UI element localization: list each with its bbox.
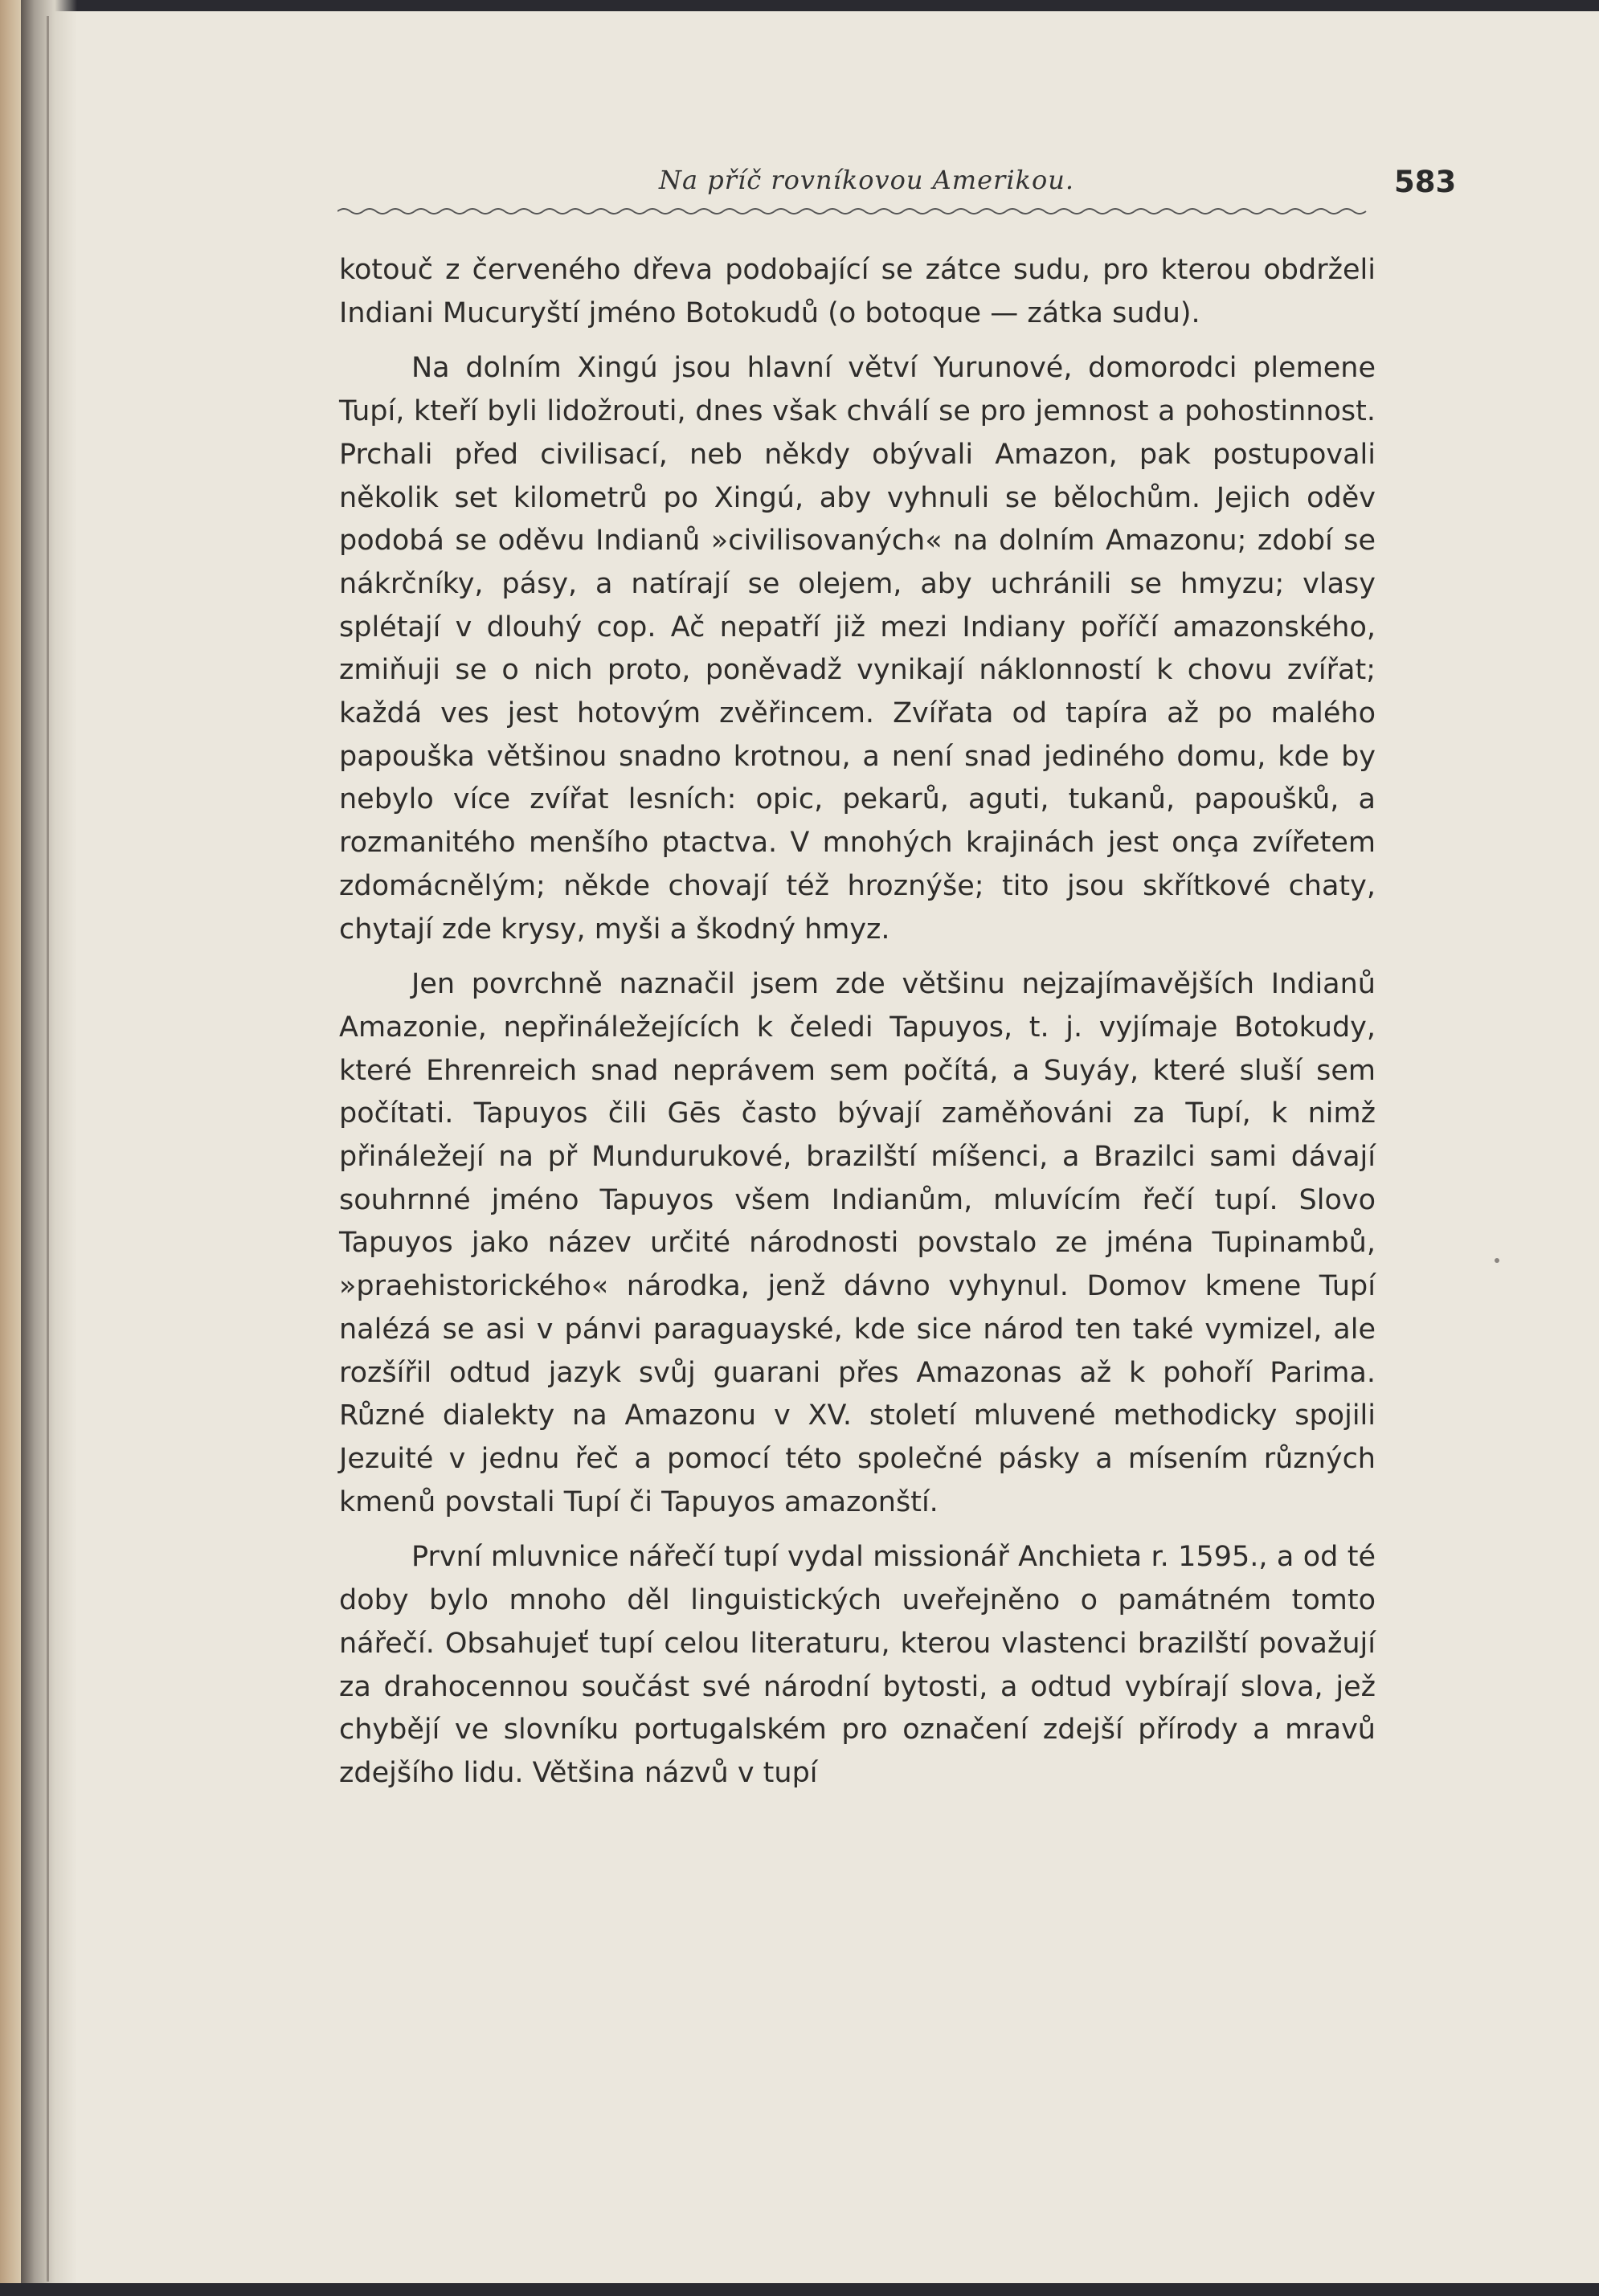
paragraph-1: kotouč z červeného dřeva podobající se zátce sudu, pro kterou obdrželi Indiani Mucuryští jméno Botokudů (o botoque — zátka sudu).: [339, 254, 1376, 329]
running-title: Na příč rovníkovou Amerikou.: [659, 165, 1074, 195]
page-number: 583: [1394, 165, 1457, 199]
page-edge-line: [47, 16, 49, 2282]
body-text: [339, 249, 1376, 1808]
gutter-shadow: [21, 0, 77, 2296]
paper-speck: [1495, 1258, 1499, 1263]
scan-top-edge: [0, 0, 1599, 11]
paragraph-2: Na dolním Xingú jsou hlavní větví Yurunové, domorodci plemene Tupí, kteří byli lidožrouti, dnes však chválí se pro jemnost a pohostinnost. Prchali před civilisací, neb někdy obývali Amazon, pak postupovali několik set kilometrů po Xingú, aby vyhnuli se bělochům. Jejich oděv podobá se oděvu Indianů »civilisovaných« na dolním Amazonu; zdobí se nákrčníky, pásy, a natírají se olejem, aby uchránili se hmyzu; vlasy splétají v dlouhý cop. Ač nepatří již mezi Indiany poříčí amazonského, zmiňuji se o nich proto, poněvadž vynikají náklonností k chovu zvířat; každá ves jest hotovým zvěřincem. Zvířata od tapíra až po malého papouška většinou snadno krotnou, a není snad jediného domu, kde by nebylo více zvířat lesních: opic, pekarů, aguti, tukanů, papoušků, a rozmanitého menšího ptactva. V mnohých krajinách jest onça zvířetem zdomácnělým; někde chovají též hroznýše; tito jsou skřítkové chaty, chytají zde krysy, myši a škodný hmyz.: [339, 352, 1376, 946]
paragraph-3: Jen povrchně naznačil jsem zde většinu nejzajímavějších Indianů Amazonie, nepřináležejících k čeledi Tapuyos, t. j. vyjímaje Botokudy, které Ehrenreich snad neprávem sem počítá, a Suyáy, které sluší sem počítati. Tapuyos čili Gēs často bývají zaměňováni za Tupí, k nimž přináležejí na př Mundurukové, brazilští míšenci, a Brazilci sami dávají souhrnné jméno Tapuyos všem Indianům, mluvícím řečí tupí. Slovo Tapuyos jako název určité národnosti povstalo ze jména Tupinambů, »praehistorického« národka, jenž dávno vyhynul. Domov kmene Tupí nalézá se asi v pánvi paraguayské, kde sice národ ten také vymizel, ale rozšířil odtud jazyk svůj guarani přes Amazonas až k pohoří Parima. Různé dialekty na Amazonu v XV. století mluvené methodicky spojili Jezuité v jednu řeč a pomocí této společné pásky a mísením různých kmenů povstali Tupí či Tapuyos amazonští.: [339, 968, 1376, 1518]
scan-bottom-edge: [0, 2283, 1599, 2296]
paragraph-4: První mluvnice nářečí tupí vydal missionář Anchieta r. 1595., a od té doby bylo mnoho děl linguistických uveřejněno o památném tomto nářečí. Obsahujeť tupí celou literaturu, kterou vlastenci brazilští považují za drahocennou součást své národní bytosti, a odtud vybírají slova, jež chybějí ve slovníku portugalském pro označení zdejší přírody a mravů zdejšího lidu. Většina názvů v tupí: [339, 1541, 1376, 1789]
book-binding: [0, 0, 21, 2296]
header-wavy-rule: [337, 205, 1370, 218]
